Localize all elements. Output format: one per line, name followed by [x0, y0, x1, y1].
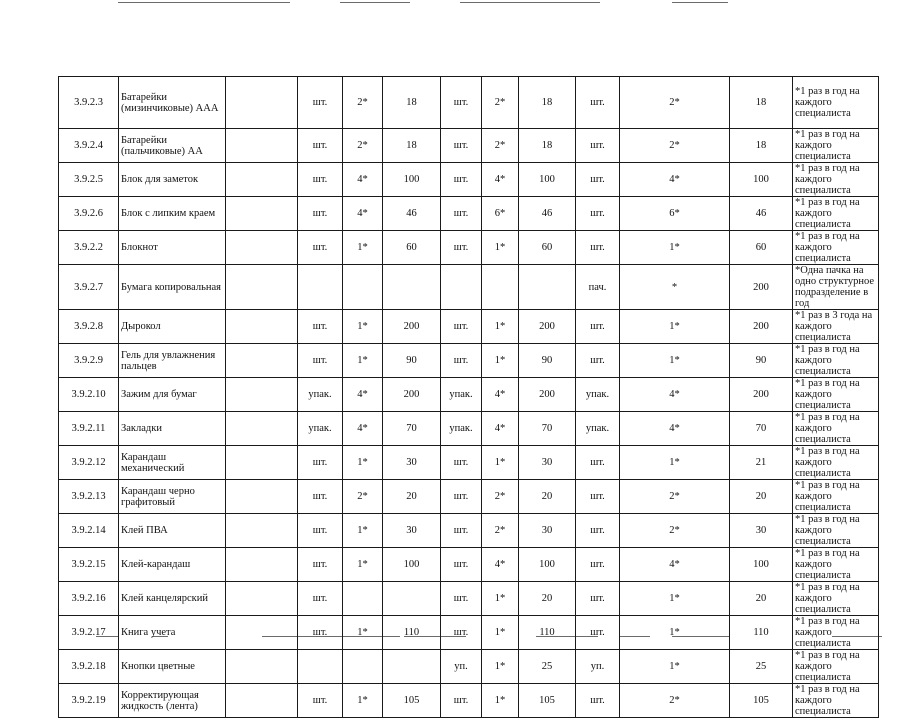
unit-cell-3: уп.: [576, 650, 620, 684]
price-cell-1: 46: [383, 197, 441, 231]
unit-cell-2: шт.: [441, 344, 482, 378]
blank-cell: [226, 582, 298, 616]
quantity-cell-3: 4*: [620, 163, 730, 197]
price-cell-3: 25: [730, 650, 793, 684]
unit-cell-3: пач.: [576, 265, 620, 310]
table-row: [59, 344, 879, 378]
quantity-cell-3: 2*: [620, 684, 730, 718]
table-row: [59, 378, 879, 412]
quantity-cell-1: 1*: [343, 344, 383, 378]
unit-cell-2: уп.: [441, 650, 482, 684]
quantity-cell-2: 4*: [482, 378, 519, 412]
quantity-cell-3: 1*: [620, 616, 730, 650]
unit-cell-2: шт.: [441, 548, 482, 582]
quantity-cell-1: 1*: [343, 231, 383, 265]
unit-cell-1: шт.: [298, 548, 343, 582]
price-cell-3: 200: [730, 265, 793, 310]
quantity-cell-2: [482, 265, 519, 310]
unit-cell-2: упак.: [441, 412, 482, 446]
item-name: Зажим для бумаг: [119, 378, 226, 412]
note-cell: *1 раз в год на каждого специалиста: [793, 582, 879, 616]
price-cell-3: 46: [730, 197, 793, 231]
quantity-cell-2: 2*: [482, 480, 519, 514]
item-name: Книга учета: [119, 616, 226, 650]
unit-cell-2: шт.: [441, 616, 482, 650]
quantity-cell-2: 1*: [482, 684, 519, 718]
unit-cell-1: шт.: [298, 684, 343, 718]
unit-cell-2: шт.: [441, 480, 482, 514]
table-row: [59, 231, 879, 265]
table-row: [59, 446, 879, 480]
note-cell: *1 раз в год на каждого специалиста: [793, 412, 879, 446]
unit-cell-1: шт.: [298, 77, 343, 129]
price-cell-1: 18: [383, 129, 441, 163]
note-cell: *1 раз в год на каждого специалиста: [793, 548, 879, 582]
quantity-cell-1: 1*: [343, 548, 383, 582]
unit-cell-1: шт.: [298, 231, 343, 265]
price-cell-2: 18: [519, 77, 576, 129]
price-cell-2: 105: [519, 684, 576, 718]
quantity-cell-2: 2*: [482, 77, 519, 129]
unit-cell-3: шт.: [576, 129, 620, 163]
price-cell-1: 70: [383, 412, 441, 446]
row-number: 3.9.2.18: [59, 650, 119, 684]
price-cell-3: 70: [730, 412, 793, 446]
unit-cell-2: шт.: [441, 310, 482, 344]
unit-cell-2: шт.: [441, 231, 482, 265]
scan-artifact-top-4: [672, 2, 728, 3]
quantity-cell-3: 1*: [620, 446, 730, 480]
note-cell: *1 раз в год на каждого специалиста: [793, 616, 879, 650]
unit-cell-3: упак.: [576, 378, 620, 412]
unit-cell-1: шт.: [298, 310, 343, 344]
price-cell-2: 30: [519, 514, 576, 548]
note-cell: *1 раз в год на каждого специалиста: [793, 650, 879, 684]
unit-cell-2: шт.: [441, 163, 482, 197]
item-name: Блок с липким краем: [119, 197, 226, 231]
unit-cell-2: шт.: [441, 514, 482, 548]
price-cell-1: 200: [383, 310, 441, 344]
quantity-cell-3: 2*: [620, 480, 730, 514]
unit-cell-3: шт.: [576, 344, 620, 378]
unit-cell-2: упак.: [441, 378, 482, 412]
price-cell-1: 200: [383, 378, 441, 412]
unit-cell-3: шт.: [576, 548, 620, 582]
unit-cell-1: шт.: [298, 344, 343, 378]
unit-cell-3: шт.: [576, 77, 620, 129]
price-cell-2: 25: [519, 650, 576, 684]
unit-cell-1: шт.: [298, 446, 343, 480]
unit-cell-2: шт.: [441, 197, 482, 231]
table-row: [59, 265, 879, 310]
unit-cell-1: шт.: [298, 129, 343, 163]
item-name: Дырокол: [119, 310, 226, 344]
note-cell: *Одна пачка на одно структурное подразделение в год: [793, 265, 879, 310]
unit-cell-2: [441, 265, 482, 310]
quantity-cell-3: 1*: [620, 582, 730, 616]
quantity-cell-3: 1*: [620, 650, 730, 684]
price-cell-3: 60: [730, 231, 793, 265]
price-cell-2: 18: [519, 129, 576, 163]
table-row: [59, 480, 879, 514]
table-row: [59, 514, 879, 548]
quantity-cell-1: 2*: [343, 77, 383, 129]
scan-artifact-top-1: [118, 2, 290, 3]
quantity-cell-3: 1*: [620, 344, 730, 378]
quantity-cell-1: 1*: [343, 514, 383, 548]
item-name: Корректирующая жидкость (лента): [119, 684, 226, 718]
price-cell-1: 30: [383, 446, 441, 480]
blank-cell: [226, 231, 298, 265]
note-cell: *1 раз в год на каждого специалиста: [793, 129, 879, 163]
note-cell: *1 раз в год на каждого специалиста: [793, 344, 879, 378]
blank-cell: [226, 310, 298, 344]
unit-cell-3: шт.: [576, 231, 620, 265]
price-cell-1: 90: [383, 344, 441, 378]
quantity-cell-1: 1*: [343, 616, 383, 650]
table-row: [59, 548, 879, 582]
quantity-cell-1: 4*: [343, 412, 383, 446]
unit-cell-3: шт.: [576, 480, 620, 514]
quantity-cell-1: 1*: [343, 684, 383, 718]
price-cell-3: 90: [730, 344, 793, 378]
price-cell-3: 110: [730, 616, 793, 650]
item-name: Батарейки (мизинчиковые) ААА: [119, 77, 226, 129]
item-name: Клей-карандаш: [119, 548, 226, 582]
quantity-cell-3: 4*: [620, 412, 730, 446]
note-cell: *1 раз в 3 года на каждого специалиста: [793, 310, 879, 344]
blank-cell: [226, 446, 298, 480]
row-number: 3.9.2.8: [59, 310, 119, 344]
unit-cell-2: шт.: [441, 77, 482, 129]
unit-cell-1: [298, 265, 343, 310]
quantity-cell-1: 4*: [343, 197, 383, 231]
blank-cell: [226, 650, 298, 684]
quantity-cell-1: 4*: [343, 163, 383, 197]
quantity-cell-3: 6*: [620, 197, 730, 231]
blank-cell: [226, 344, 298, 378]
price-cell-3: 100: [730, 163, 793, 197]
item-name: Батарейки (пальчиковые) АА: [119, 129, 226, 163]
quantity-cell-2: 4*: [482, 163, 519, 197]
quantity-cell-3: 2*: [620, 77, 730, 129]
quantity-cell-2: 1*: [482, 344, 519, 378]
note-cell: *1 раз в год на каждого специалиста: [793, 163, 879, 197]
note-cell: *1 раз в год на каждого специалиста: [793, 197, 879, 231]
unit-cell-3: шт.: [576, 197, 620, 231]
quantity-cell-1: 2*: [343, 129, 383, 163]
unit-cell-1: шт.: [298, 480, 343, 514]
blank-cell: [226, 129, 298, 163]
quantity-cell-2: 6*: [482, 197, 519, 231]
item-name: Блок для заметок: [119, 163, 226, 197]
price-cell-2: 100: [519, 163, 576, 197]
blank-cell: [226, 265, 298, 310]
price-cell-1: 20: [383, 480, 441, 514]
price-cell-3: 20: [730, 582, 793, 616]
supply-table: [58, 76, 879, 718]
quantity-cell-2: 1*: [482, 582, 519, 616]
unit-cell-3: шт.: [576, 616, 620, 650]
blank-cell: [226, 77, 298, 129]
quantity-cell-1: 1*: [343, 310, 383, 344]
table-row: [59, 77, 879, 129]
unit-cell-1: упак.: [298, 378, 343, 412]
row-number: 3.9.2.12: [59, 446, 119, 480]
note-cell: *1 раз в год на каждого специалиста: [793, 231, 879, 265]
quantity-cell-3: 2*: [620, 514, 730, 548]
blank-cell: [226, 548, 298, 582]
price-cell-1: [383, 582, 441, 616]
price-cell-2: 60: [519, 231, 576, 265]
price-cell-3: 21: [730, 446, 793, 480]
quantity-cell-3: *: [620, 265, 730, 310]
scan-artifact-top-2: [340, 2, 410, 3]
item-name: Карандаш механический: [119, 446, 226, 480]
price-cell-1: 60: [383, 231, 441, 265]
unit-cell-2: шт.: [441, 129, 482, 163]
quantity-cell-2: 1*: [482, 446, 519, 480]
unit-cell-1: шт.: [298, 582, 343, 616]
price-cell-2: 70: [519, 412, 576, 446]
table-row: [59, 129, 879, 163]
quantity-cell-2: 2*: [482, 514, 519, 548]
price-cell-1: [383, 650, 441, 684]
table-row: [59, 616, 879, 650]
price-cell-2: 110: [519, 616, 576, 650]
row-number: 3.9.2.17: [59, 616, 119, 650]
unit-cell-1: упак.: [298, 412, 343, 446]
unit-cell-3: упак.: [576, 412, 620, 446]
price-cell-3: 30: [730, 514, 793, 548]
blank-cell: [226, 514, 298, 548]
table-row: [59, 684, 879, 718]
quantity-cell-1: [343, 650, 383, 684]
quantity-cell-2: 4*: [482, 548, 519, 582]
table-row: [59, 197, 879, 231]
item-name: Кнопки цветные: [119, 650, 226, 684]
row-number: 3.9.2.10: [59, 378, 119, 412]
table-row: [59, 650, 879, 684]
quantity-cell-3: 4*: [620, 378, 730, 412]
unit-cell-1: шт.: [298, 514, 343, 548]
quantity-cell-1: 4*: [343, 378, 383, 412]
row-number: 3.9.2.5: [59, 163, 119, 197]
price-cell-3: 18: [730, 77, 793, 129]
row-number: 3.9.2.6: [59, 197, 119, 231]
note-cell: *1 раз в год на каждого специалиста: [793, 378, 879, 412]
price-cell-2: 100: [519, 548, 576, 582]
quantity-cell-2: 1*: [482, 650, 519, 684]
price-cell-2: [519, 265, 576, 310]
table-row: [59, 310, 879, 344]
unit-cell-3: шт.: [576, 310, 620, 344]
blank-cell: [226, 480, 298, 514]
item-name: Клей канцелярский: [119, 582, 226, 616]
price-cell-3: 105: [730, 684, 793, 718]
row-number: 3.9.2.2: [59, 231, 119, 265]
price-cell-1: 30: [383, 514, 441, 548]
scan-artifact-top-3: [460, 2, 600, 3]
quantity-cell-2: 4*: [482, 412, 519, 446]
table-row: [59, 582, 879, 616]
item-name: Блокнот: [119, 231, 226, 265]
unit-cell-2: шт.: [441, 582, 482, 616]
unit-cell-2: шт.: [441, 446, 482, 480]
quantity-cell-3: 1*: [620, 231, 730, 265]
table-body: [59, 77, 879, 718]
table-row: [59, 163, 879, 197]
blank-cell: [226, 163, 298, 197]
unit-cell-1: шт.: [298, 616, 343, 650]
blank-cell: [226, 378, 298, 412]
quantity-cell-3: 1*: [620, 310, 730, 344]
price-cell-3: 18: [730, 129, 793, 163]
blank-cell: [226, 684, 298, 718]
price-cell-1: 110: [383, 616, 441, 650]
price-cell-1: [383, 265, 441, 310]
blank-cell: [226, 412, 298, 446]
row-number: 3.9.2.9: [59, 344, 119, 378]
note-cell: *1 раз в год на каждого специалиста: [793, 446, 879, 480]
row-number: 3.9.2.16: [59, 582, 119, 616]
unit-cell-2: шт.: [441, 684, 482, 718]
price-cell-3: 200: [730, 310, 793, 344]
quantity-cell-2: 1*: [482, 231, 519, 265]
price-cell-1: 100: [383, 163, 441, 197]
price-cell-3: 200: [730, 378, 793, 412]
unit-cell-1: шт.: [298, 163, 343, 197]
note-cell: *1 раз в год на каждого специалиста: [793, 514, 879, 548]
unit-cell-3: шт.: [576, 163, 620, 197]
unit-cell-1: шт.: [298, 197, 343, 231]
unit-cell-3: шт.: [576, 582, 620, 616]
blank-cell: [226, 616, 298, 650]
unit-cell-3: шт.: [576, 446, 620, 480]
price-cell-2: 20: [519, 480, 576, 514]
row-number: 3.9.2.13: [59, 480, 119, 514]
price-cell-2: 46: [519, 197, 576, 231]
quantity-cell-1: 1*: [343, 446, 383, 480]
quantity-cell-3: 2*: [620, 129, 730, 163]
unit-cell-1: [298, 650, 343, 684]
row-number: 3.9.2.11: [59, 412, 119, 446]
price-cell-3: 20: [730, 480, 793, 514]
quantity-cell-2: 2*: [482, 129, 519, 163]
price-cell-2: 30: [519, 446, 576, 480]
item-name: Бумага копировальная: [119, 265, 226, 310]
item-name: Гель для увлажнения пальцев: [119, 344, 226, 378]
row-number: 3.9.2.19: [59, 684, 119, 718]
unit-cell-3: шт.: [576, 514, 620, 548]
row-number: 3.9.2.7: [59, 265, 119, 310]
table-row: [59, 412, 879, 446]
price-cell-2: 200: [519, 378, 576, 412]
item-name: Карандаш черно графитовый: [119, 480, 226, 514]
quantity-cell-1: [343, 582, 383, 616]
blank-cell: [226, 197, 298, 231]
item-name: Закладки: [119, 412, 226, 446]
quantity-cell-2: 1*: [482, 616, 519, 650]
price-cell-1: 18: [383, 77, 441, 129]
note-cell: *1 раз в год на каждого специалиста: [793, 684, 879, 718]
price-cell-1: 105: [383, 684, 441, 718]
note-cell: *1 раз в год на каждого специалиста: [793, 480, 879, 514]
row-number: 3.9.2.15: [59, 548, 119, 582]
row-number: 3.9.2.3: [59, 77, 119, 129]
unit-cell-3: шт.: [576, 684, 620, 718]
price-cell-1: 100: [383, 548, 441, 582]
row-number: 3.9.2.4: [59, 129, 119, 163]
price-cell-2: 90: [519, 344, 576, 378]
note-cell: *1 раз в год на каждого специалиста: [793, 77, 879, 129]
quantity-cell-1: [343, 265, 383, 310]
row-number: 3.9.2.14: [59, 514, 119, 548]
quantity-cell-3: 4*: [620, 548, 730, 582]
quantity-cell-1: 2*: [343, 480, 383, 514]
price-cell-2: 20: [519, 582, 576, 616]
quantity-cell-2: 1*: [482, 310, 519, 344]
price-cell-3: 100: [730, 548, 793, 582]
item-name: Клей ПВА: [119, 514, 226, 548]
price-cell-2: 200: [519, 310, 576, 344]
